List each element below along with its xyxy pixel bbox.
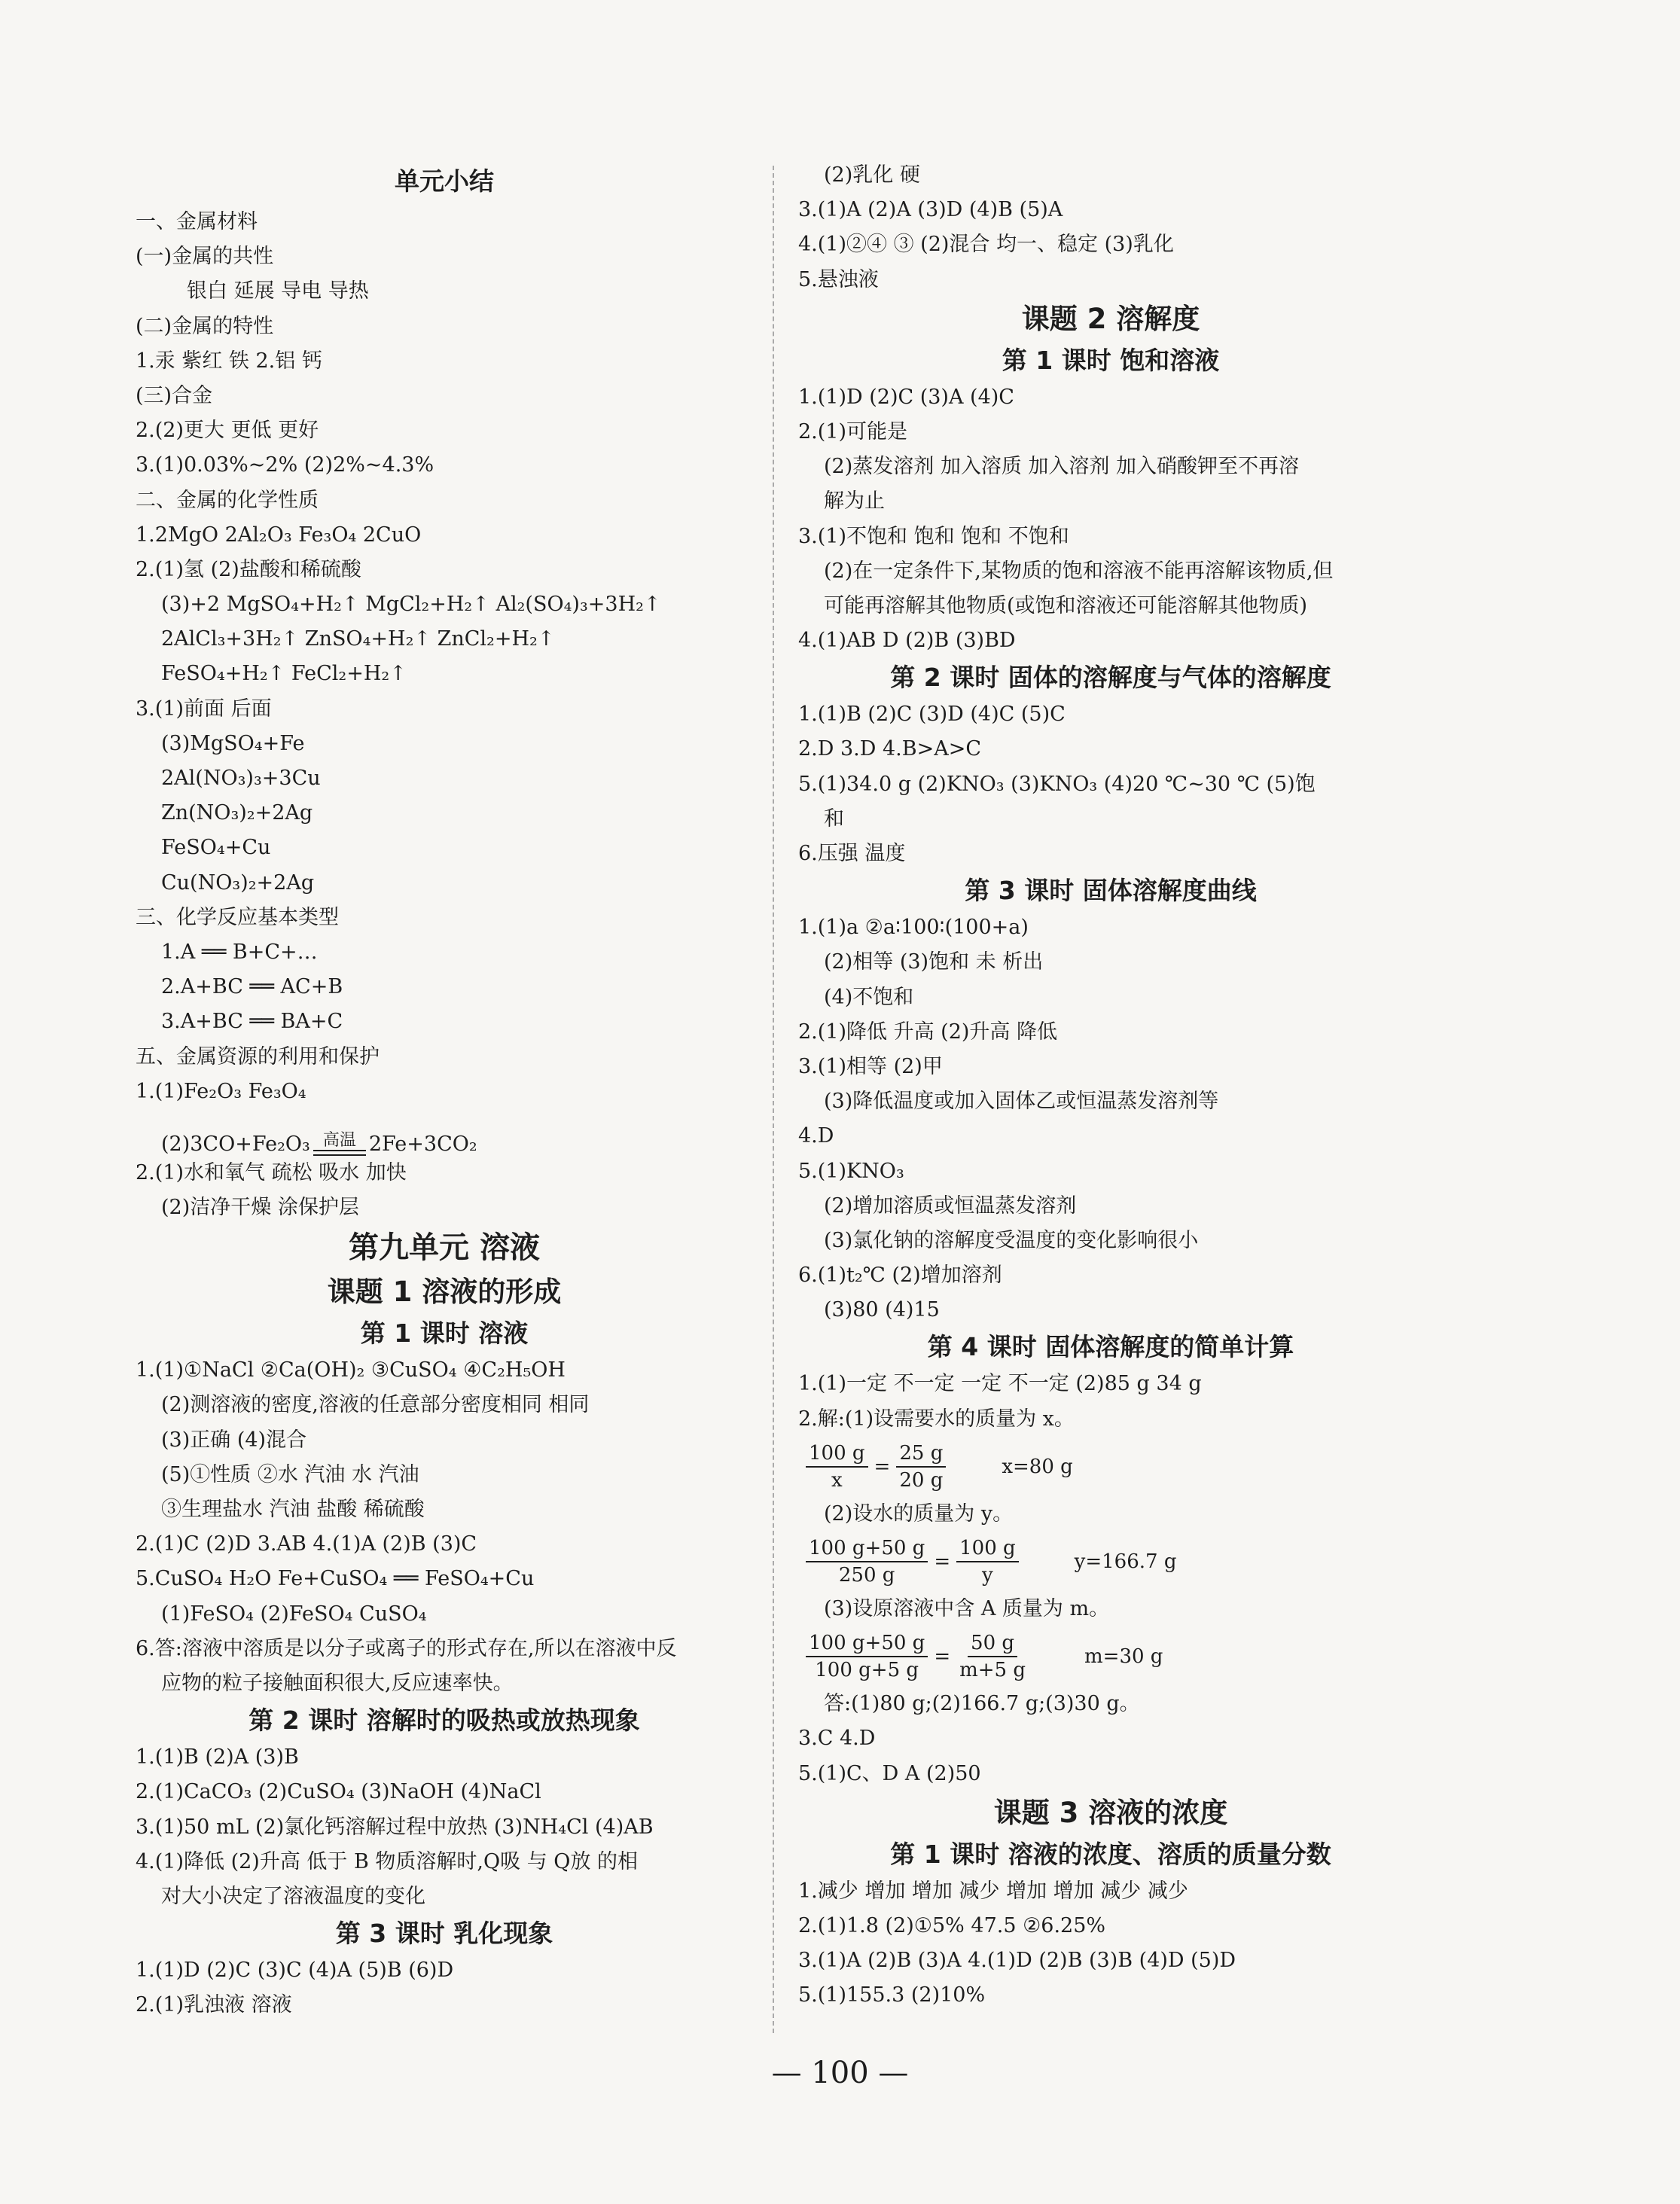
text-line: (3)氯化钠的溶解度受温度的变化影响很小 — [824, 1228, 1199, 1252]
text-line: FeSO₄+H₂↑ FeCl₂+H₂↑ — [161, 662, 407, 686]
equals-sign: = — [934, 1645, 951, 1669]
text-line: 6.答:溶液中溶质是以分子或离子的形式存在,所以在溶液中反 — [136, 1636, 677, 1660]
text-line: 2.(2)更大 更低 更好 — [136, 419, 319, 443]
text-line: 2.解:(1)设需要水的质量为 x。 — [798, 1407, 1075, 1431]
equation-result: x=80 g — [1002, 1455, 1073, 1478]
text-line: 可能再溶解其他物质(或饱和溶液还可能溶解其他物质) — [824, 593, 1308, 617]
right-column — [798, 158, 1423, 2013]
text-line: 1.汞 紫红 铁 2.铝 钙 — [136, 349, 322, 373]
text-line: (3)降低温度或加入固体乙或恒温蒸发溶剂等 — [824, 1090, 1219, 1114]
text-line: 1.减少 增加 增加 减少 增加 增加 减少 减少 — [798, 1879, 1188, 1903]
text-line: 4.(1)AB D (2)B (3)BD — [798, 629, 1016, 653]
fraction — [956, 1630, 1029, 1683]
text-line: 3.C 4.D — [798, 1727, 876, 1751]
text-line: FeSO₄+Cu — [161, 836, 271, 860]
text-line: (3)80 (4)15 — [824, 1298, 940, 1322]
equals-sign: = — [874, 1455, 891, 1478]
numerator: 50 g — [968, 1630, 1017, 1657]
text-line: 2.A+BC ══ AC+B — [161, 975, 343, 999]
text-line: (3)MgSO₄+Fe — [161, 731, 305, 755]
lesson-title: 第 1 课时 溶液的浓度、溶质的质量分数 — [890, 1839, 1331, 1869]
text-line: 4.(1)②④ ③ (2)混合 均一、稳定 (3)乳化 — [798, 233, 1174, 257]
summary-title: 单元小结 — [395, 166, 494, 196]
fraction — [956, 1535, 1019, 1588]
text-line: 2.(1)氢 (2)盐酸和稀硫酸 — [136, 557, 361, 581]
numerator: 25 g — [896, 1440, 946, 1468]
text-line: 2Al(NO₃)₃+3Cu — [161, 767, 321, 790]
left-column — [136, 158, 753, 2023]
text-line: Cu(NO₃)₂+2Ag — [161, 870, 315, 895]
text-line: 5.(1)KNO₃ — [798, 1159, 904, 1183]
denominator: x — [831, 1468, 843, 1492]
text-line: 1.(1)D (2)C (3)A (4)C — [798, 385, 1014, 409]
lesson-title: 第 4 课时 固体溶解度的简单计算 — [927, 1332, 1294, 1362]
text-line: 对大小决定了溶液温度的变化 — [161, 1884, 425, 1908]
text-line: (二)金属的特性 — [136, 314, 274, 338]
lesson-title: 第 3 课时 乳化现象 — [335, 1919, 553, 1949]
fraction — [806, 1535, 928, 1588]
condition-label: 高温 — [322, 1130, 356, 1150]
text-line: (2)洁净干燥 涂保护层 — [161, 1196, 359, 1220]
text-line: (5)①性质 ②水 汽油 水 汽油 — [161, 1462, 419, 1486]
reaction-right: 2Fe+3CO₂ — [368, 1132, 477, 1156]
text-line: (1)FeSO₄ (2)FeSO₄ CuSO₄ — [161, 1602, 427, 1626]
double-bar — [313, 1150, 366, 1156]
text-line: ③生理盐水 汽油 盐酸 稀硫酸 — [161, 1498, 425, 1521]
text-line: 1.2MgO 2Al₂O₃ Fe₃O₄ 2CuO — [136, 523, 422, 547]
text-line: 1.(1)B (2)A (3)B — [136, 1745, 299, 1770]
numerator: 100 g+50 g — [806, 1630, 928, 1657]
text-line: 2.(1)1.8 (2)①5% 47.5 ②6.25% — [798, 1913, 1106, 1937]
text-line: 1.(1)一定 不一定 一定 不一定 (2)85 g 34 g — [798, 1372, 1202, 1396]
unit-title: 第九单元 溶液 — [349, 1230, 540, 1266]
text-line: 2AlCl₃+3H₂↑ ZnSO₄+H₂↑ ZnCl₂+H₂↑ — [161, 627, 555, 651]
text-line: (3)正确 (4)混合 — [161, 1428, 307, 1452]
text-line: 1.(1)D (2)C (3)C (4)A (5)B (6)D — [136, 1959, 454, 1983]
text-line: 2.D 3.D 4.B>A>C — [798, 737, 981, 761]
topic-title: 课题 2 溶解度 — [1021, 302, 1200, 335]
text-line: 三、化学反应基本类型 — [136, 905, 339, 929]
fraction-equation — [798, 1437, 1423, 1497]
text-line: 3.(1)前面 后面 — [136, 697, 272, 721]
text-line: (2)增加溶质或恒温蒸发溶剂 — [824, 1193, 1077, 1218]
fraction — [896, 1440, 946, 1493]
text-line: 2.(1)乳浊液 溶液 — [136, 1993, 292, 2017]
text-line: (2)乳化 硬 — [824, 163, 920, 187]
text-line: 3.(1)50 mL (2)氯化钙溶解过程中放热 (3)NH₄Cl (4)AB — [136, 1815, 654, 1839]
fraction — [806, 1440, 868, 1493]
text-line: 4.D — [798, 1124, 834, 1148]
denominator: 100 g+5 g — [815, 1659, 919, 1682]
text-line: 3.(1)A (2)A (3)D (4)B (5)A — [798, 198, 1063, 222]
numerator: 100 g+50 g — [806, 1535, 928, 1562]
column-divider — [773, 166, 774, 2033]
denominator: m+5 g — [959, 1659, 1026, 1682]
text-line: (3)设原溶液中含 A 质量为 m。 — [824, 1597, 1110, 1620]
reaction-left: (2)3CO+Fe₂O₃ — [161, 1132, 310, 1156]
text-line: 3.(1)不饱和 饱和 饱和 不饱和 — [798, 524, 1069, 548]
text-line: 答:(1)80 g;(2)166.7 g;(3)30 g。 — [824, 1692, 1140, 1716]
text-line: 5.CuSO₄ H₂O Fe+CuSO₄ ══ FeSO₄+Cu — [136, 1567, 535, 1591]
equation-result: m=30 g — [1084, 1645, 1163, 1669]
text-line: 解为止 — [824, 489, 885, 514]
topic-title: 课题 1 溶液的形成 — [327, 1276, 562, 1309]
text-line: 2.(1)水和氧气 疏松 吸水 加快 — [136, 1160, 407, 1184]
text-line: (2)设水的质量为 y。 — [824, 1501, 1014, 1526]
denominator: 20 g — [899, 1468, 944, 1492]
text-line: 和 — [824, 806, 844, 831]
text-line: 1.A ══ B+C+… — [161, 940, 318, 964]
numerator: 100 g — [806, 1440, 868, 1468]
text-line: 3.(1)0.03%~2% (2)2%~4.3% — [136, 453, 434, 477]
numerator: 100 g — [956, 1535, 1019, 1562]
text-line: 1.(1)a ②a∶100∶(100+a) — [798, 916, 1029, 940]
denominator: 250 g — [838, 1564, 895, 1587]
lesson-title: 第 2 课时 溶解时的吸热或放热现象 — [248, 1706, 640, 1736]
text-line: 一、金属材料 — [136, 210, 258, 233]
fraction — [806, 1630, 928, 1683]
text-line: (4)不饱和 — [824, 985, 914, 1009]
text-line: 1.(1)B (2)C (3)D (4)C (5)C — [798, 703, 1066, 727]
text-line: 3.(1)相等 (2)甲 — [798, 1054, 943, 1078]
text-line: 二、金属的化学性质 — [136, 488, 319, 512]
text-line: 2.(1)降低 升高 (2)升高 降低 — [798, 1020, 1057, 1044]
denominator: y — [982, 1564, 993, 1587]
text-line: 1.(1)①NaCl ②Ca(OH)₂ ③CuSO₄ ④C₂H₅OH — [136, 1358, 566, 1382]
text-line: 1.(1)Fe₂O₃ Fe₃O₄ — [136, 1079, 306, 1103]
text-line: 银白 延展 导电 导热 — [187, 279, 369, 303]
text-line: 应物的粒子接触面积很大,反应速率快。 — [161, 1671, 514, 1695]
text-line: 6.(1)t₂℃ (2)增加溶剂 — [798, 1264, 1002, 1288]
equation-result: y=166.7 g — [1074, 1550, 1177, 1573]
text-line: 5.(1)C、D A (2)50 — [798, 1761, 981, 1785]
text-line: (三)合金 — [136, 383, 213, 407]
text-line: 5.(1)34.0 g (2)KNO₃ (3)KNO₃ (4)20 ℃~30 ℃ (5)饱 — [798, 772, 1316, 796]
text-line: 五、金属资源的利用和保护 — [136, 1044, 380, 1068]
text-line: (2)蒸发溶剂 加入溶质 加入溶剂 加入硝酸钾至不再溶 — [824, 455, 1299, 479]
text-line: Zn(NO₃)₂+2Ag — [161, 801, 313, 825]
lesson-title: 第 1 课时 饱和溶液 — [1002, 345, 1220, 375]
text-line: (一)金属的共性 — [136, 245, 274, 269]
lesson-title: 第 1 课时 溶液 — [360, 1318, 529, 1349]
fraction-equation — [798, 1532, 1423, 1592]
topic-title: 课题 3 溶液的浓度 — [993, 1796, 1228, 1829]
text-line: 3.A+BC ══ BA+C — [161, 1010, 343, 1034]
text-line: 4.(1)降低 (2)升高 低于 B 物质溶解时,Q吸 与 Q放 的相 — [136, 1849, 639, 1873]
text-line: (2)测溶液的密度,溶液的任意部分密度相同 相同 — [161, 1393, 590, 1417]
page-number: — 100 — — [771, 2056, 909, 2090]
text-line: 2.(1)可能是 — [798, 419, 908, 444]
text-line: 5.(1)155.3 (2)10% — [798, 1983, 986, 2007]
text-line: 2.(1)C (2)D 3.AB 4.(1)A (2)B (3)C — [136, 1532, 477, 1556]
reaction-equation — [136, 1109, 753, 1156]
lesson-title: 第 3 课时 固体溶解度曲线 — [965, 876, 1257, 906]
text-line: (2)相等 (3)饱和 未 析出 — [824, 950, 1044, 974]
reaction-condition — [313, 1132, 366, 1156]
text-line: 2.(1)CaCO₃ (2)CuSO₄ (3)NaOH (4)NaCl — [136, 1780, 541, 1804]
fraction-equation — [798, 1626, 1423, 1687]
text-line: 6.压强 温度 — [798, 842, 906, 865]
lesson-title: 第 2 课时 固体的溶解度与气体的溶解度 — [890, 663, 1331, 693]
text-line: 5.悬浊液 — [798, 267, 879, 291]
text-line: 3.(1)A (2)B (3)A 4.(1)D (2)B (3)B (4)D (5)D — [798, 1949, 1236, 1973]
equals-sign: = — [934, 1550, 951, 1573]
text-line: (3)+2 MgSO₄+H₂↑ MgCl₂+H₂↑ Al₂(SO₄)₃+3H₂↑ — [161, 593, 661, 617]
text-line: (2)在一定条件下,某物质的饱和溶液不能再溶解该物质,但 — [824, 559, 1334, 583]
